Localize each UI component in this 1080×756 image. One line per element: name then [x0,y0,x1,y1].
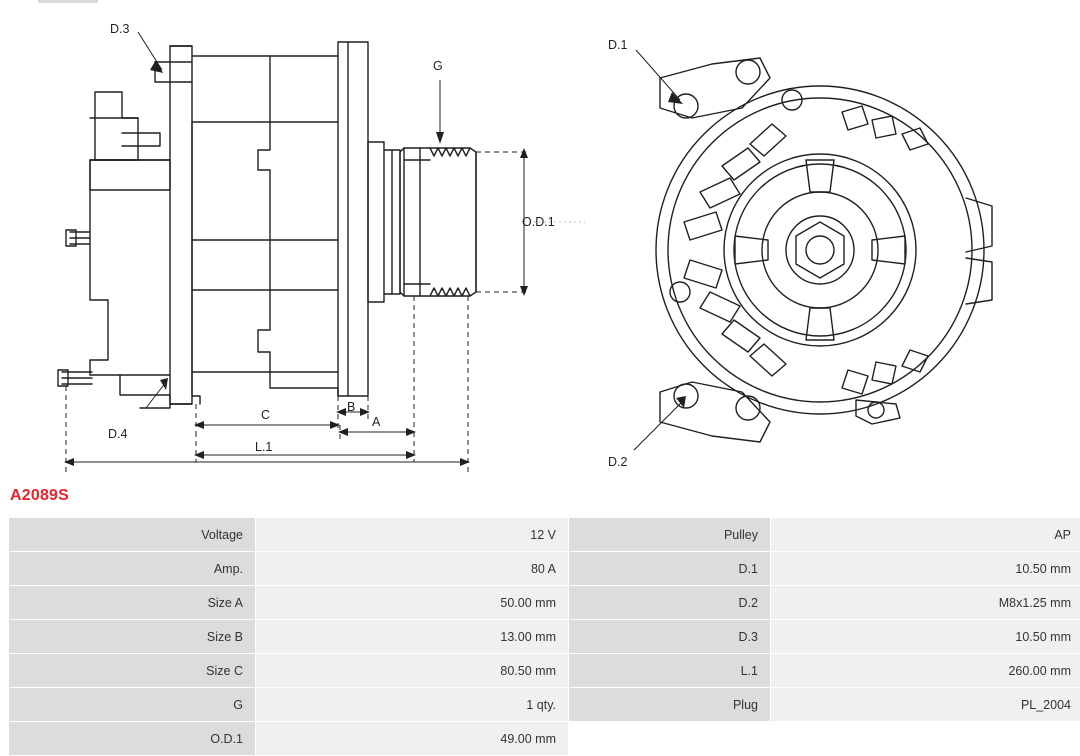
label-b: B [347,400,355,414]
spec-value-d3: 10.50 mm [771,620,1080,654]
spec-value-voltage: 12 V [256,518,569,552]
spec-key-voltage: Voltage [9,518,256,552]
spec-key-amp: Amp. [9,552,256,586]
spec-value-size-c: 80.50 mm [256,654,569,688]
table-row [9,552,1080,586]
spec-value-size-b: 13.00 mm [256,620,569,654]
label-d4: D.4 [108,427,127,441]
spec-value-plug: PL_2004 [771,688,1080,722]
label-c: C [261,408,270,422]
spec-key-size-c: Size C [9,654,256,688]
spec-value-l1: 260.00 mm [771,654,1080,688]
spec-key-od1: O.D.1 [9,722,256,756]
spec-key-pulley: Pulley [569,518,771,552]
spec-key-d1: D.1 [569,552,771,586]
spec-value-d1: 10.50 mm [771,552,1080,586]
spec-value-d2: M8x1.25 mm [771,586,1080,620]
label-l1: L.1 [255,440,272,454]
spec-empty-value [771,722,1080,756]
table-row [9,654,1080,688]
spec-key-size-b: Size B [9,620,256,654]
label-d3: D.3 [110,22,129,36]
label-od1: O.D.1 [522,215,555,229]
spec-key-d2: D.2 [569,586,771,620]
table-row [9,722,1080,756]
table-row [9,620,1080,654]
table-row [9,688,1080,722]
spec-empty-key [569,722,771,756]
spec-key-g: G [9,688,256,722]
specifications-table [8,517,1080,756]
spec-key-size-a: Size A [9,586,256,620]
spec-table-body [9,518,1080,756]
table-row [9,586,1080,620]
table-row [9,518,1080,552]
spec-key-plug: Plug [569,688,771,722]
spec-value-g: 1 qty. [256,688,569,722]
part-number: A2089S [10,487,69,505]
spec-value-pulley: AP [771,518,1080,552]
spec-key-d3: D.3 [569,620,771,654]
label-d1: D.1 [608,38,627,52]
label-a: A [372,415,380,429]
spec-value-amp: 80 A [256,552,569,586]
spec-key-l1: L.1 [569,654,771,688]
spec-value-od1: 49.00 mm [256,722,569,756]
spec-value-size-a: 50.00 mm [256,586,569,620]
label-d2: D.2 [608,455,627,469]
label-g: G [433,59,443,73]
